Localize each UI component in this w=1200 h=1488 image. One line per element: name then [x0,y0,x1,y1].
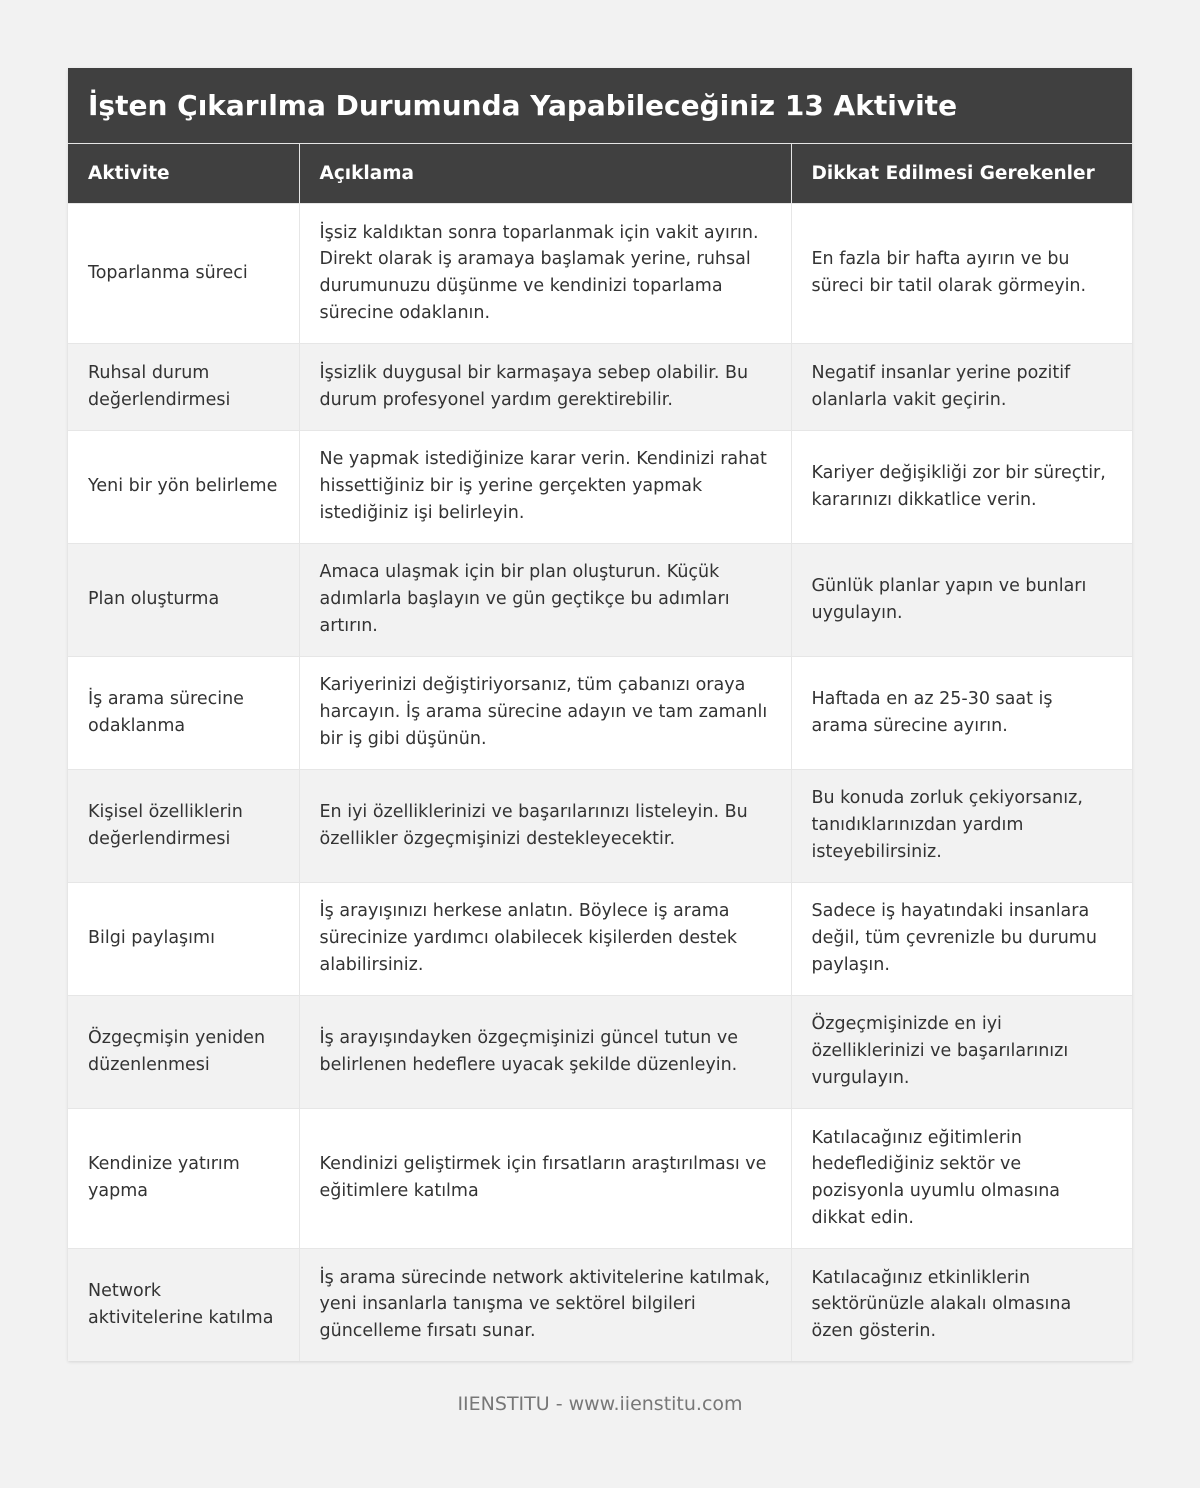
cell-notes: Sadece iş hayatındaki insanlara değil, tüm çevrenizle bu durumu paylaşın. [791,882,1132,995]
cell-activity: Özgeçmişin yeniden düzenlenmesi [68,995,299,1108]
cell-description: İş arayışındayken özgeçmişinizi güncel tutun ve belirlenen hedeflere uyacak şekilde düzenleyin. [299,995,791,1108]
cell-activity: Plan oluşturma [68,543,299,656]
table-row [68,343,1132,430]
table-header-row [68,144,1132,203]
column-header-notes: Dikkat Edilmesi Gerekenler [791,144,1132,203]
cell-description: İş arama sürecinde network aktivitelerine katılmak, yeni insanlarla tanışma ve sektörel bilgileri güncelleme fırsatı sunar. [299,1248,791,1361]
activity-table [68,144,1132,1361]
table-row [68,430,1132,543]
cell-description: Amaca ulaşmak için bir plan oluşturun. Küçük adımlarla başlayın ve gün geçtikçe bu adımları artırın. [299,543,791,656]
table-row [68,769,1132,882]
table-row [68,656,1132,769]
cell-notes: Katılacağınız eğitimlerin hedeflediğiniz sektör ve pozisyonla uyumlu olmasına dikkat edin. [791,1108,1132,1248]
cell-notes: Negatif insanlar yerine pozitif olanlarla vakit geçirin. [791,343,1132,430]
cell-notes: En fazla bir hafta ayırın ve bu süreci bir tatil olarak görmeyin. [791,203,1132,343]
table-row [68,1108,1132,1248]
cell-notes: Özgeçmişinizde en iyi özelliklerinizi ve başarılarınızı vurgulayın. [791,995,1132,1108]
table-row [68,203,1132,343]
cell-notes: Bu konuda zorluk çekiyorsanız, tanıdıklarınızdan yardım isteyebilirsiniz. [791,769,1132,882]
table-row [68,543,1132,656]
cell-description: Kariyerinizi değiştiriyorsanız, tüm çabanızı oraya harcayın. İş arama sürecine adayın ve tam zamanlı bir iş gibi düşünün. [299,656,791,769]
cell-description: İşsiz kaldıktan sonra toparlanmak için vakit ayırın. Direkt olarak iş aramaya başlamak yerine, ruhsal durumunuzu düşünme ve kendinizi toparlama sürecine odaklanın. [299,203,791,343]
activity-table-card [68,68,1132,1361]
cell-notes: Kariyer değişikliği zor bir süreçtir, kararınızı dikkatlice verin. [791,430,1132,543]
cell-description: En iyi özelliklerinizi ve başarılarınızı listeleyin. Bu özellikler özgeçmişinizi destekleyecektir. [299,769,791,882]
cell-activity: İş arama sürecine odaklanma [68,656,299,769]
cell-notes: Katılacağınız etkinliklerin sektörünüzle alakalı olmasına özen gösterin. [791,1248,1132,1361]
column-header-activity: Aktivite [68,144,299,203]
table-row [68,995,1132,1108]
cell-description: İşsizlik duygusal bir karmaşaya sebep olabilir. Bu durum profesyonel yardım gerektirebilir. [299,343,791,430]
table-row [68,1248,1132,1361]
cell-activity: Toparlanma süreci [68,203,299,343]
cell-activity: Network aktivitelerine katılma [68,1248,299,1361]
cell-description: Kendinizi geliştirmek için fırsatların araştırılması ve eğitimlere katılma [299,1108,791,1248]
cell-activity: Bilgi paylaşımı [68,882,299,995]
footer-credit: IIENSTITU - www.iienstitu.com [457,1393,743,1415]
cell-activity: Kişisel özelliklerin değerlendirmesi [68,769,299,882]
cell-description: Ne yapmak istediğinize karar verin. Kendinizi rahat hissettiğiniz bir iş yerine gerçekten yapmak istediğiniz işi belirleyin. [299,430,791,543]
cell-activity: Ruhsal durum değerlendirmesi [68,343,299,430]
table-title: İşten Çıkarılma Durumunda Yapabileceğiniz 13 Aktivite [68,68,1132,144]
table-row [68,882,1132,995]
cell-notes: Günlük planlar yapın ve bunları uygulayın. [791,543,1132,656]
cell-activity: Kendinize yatırım yapma [68,1108,299,1248]
cell-notes: Haftada en az 25-30 saat iş arama sürecine ayırın. [791,656,1132,769]
cell-description: İş arayışınızı herkese anlatın. Böylece iş arama sürecinize yardımcı olabilecek kişilerden destek alabilirsiniz. [299,882,791,995]
column-header-description: Açıklama [299,144,791,203]
cell-activity: Yeni bir yön belirleme [68,430,299,543]
